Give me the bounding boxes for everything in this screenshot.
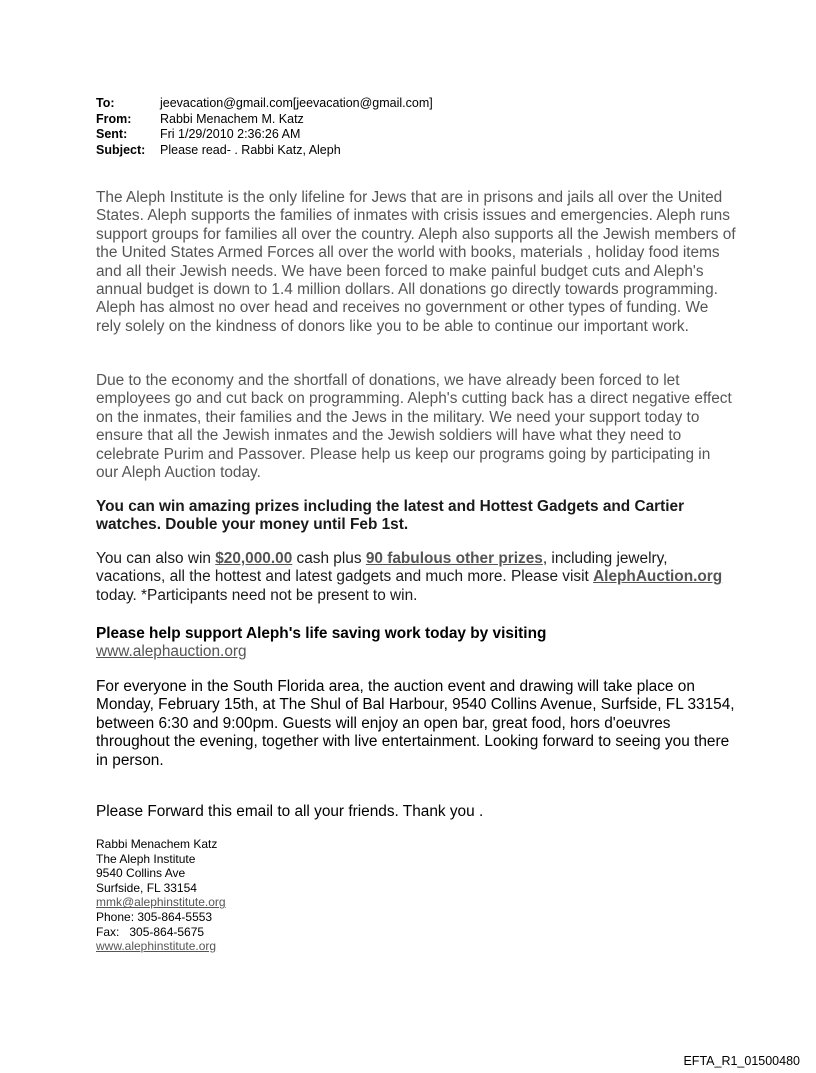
body-paragraph-1: The Aleph Institute is the only lifeline for Jews that are in prisons and jails all over the United States. Aleph supports the families of inmates with crisis issues and emergencies. Aleph runs support groups for families all over the country. Aleph also supports all the Jewish members of the United States Armed Forces all over the world with books, materials , holiday food items and all their Jewish needs. We have been forced to make painful budget cuts and Aleph's annual budget is down to 1.4 million dollars. All donations go directly towards programming. Aleph has almost no over head and receives no government or other types of funding. We rely solely on the kindness of donors like you to be able to continue our important work. — [96, 189, 736, 335]
prizes-headline: You can win amazing prizes including the latest and Hottest Gadgets and Cartier watches. Double your money until Feb 1st. — [96, 498, 685, 534]
header-to-row — [96, 96, 433, 112]
signature-fax: Fax: 305-864-5675 — [96, 924, 205, 939]
signature-block — [96, 837, 226, 954]
para4-text-d: today. *Participants need not be present to win. — [96, 586, 418, 604]
signature-phone: Phone: 305-864-5553 — [96, 909, 213, 924]
signature-website-link[interactable]: www.alephinstitute.org — [96, 939, 217, 954]
event-paragraph: For everyone in the South Florida area, the auction event and drawing will take place on Monday, February 15th, at The Shul of Bal Harbour, 9540 Collins Avenue, Surfside, FL 33154, between 6:30 and 9:00pm. Guests will enjoy an open bar, great food, hors d'oeuvres throughout the evening, together with live entertainment. Looking forward to seeing you there in person. — [96, 678, 735, 769]
from-value: Rabbi Menachem M. Katz — [160, 111, 304, 126]
header-from-row — [96, 112, 433, 128]
signature-name: Rabbi Menachem Katz — [96, 837, 218, 851]
signature-email-link[interactable]: mmk@alephinstitute.org — [96, 895, 226, 910]
para4-text-a: You can also win — [96, 550, 216, 567]
other-prizes-link[interactable]: 90 fabulous other prizes — [365, 550, 543, 567]
support-paragraph — [96, 625, 736, 662]
sent-value: Fri 1/29/2010 2:36:26 AM — [160, 127, 301, 141]
signature-org: The Aleph Institute — [96, 851, 196, 866]
to-value: jeevacation@gmail.com[jeevacation@gmail.com] — [160, 96, 433, 110]
para4-text-b: cash plus — [292, 550, 366, 567]
aleph-auction-link[interactable]: AlephAuction.org — [593, 568, 723, 586]
support-headline: Please help support Aleph's life saving work today by visiting — [96, 625, 547, 642]
header-sent-row — [96, 127, 433, 143]
alephauction-url-link[interactable]: www.alephauction.org — [96, 643, 247, 661]
email-header — [96, 96, 433, 158]
document-id: EFTA_R1_01500480 — [683, 1054, 800, 1068]
cash-prize-link[interactable]: $20,000.00 — [215, 550, 293, 567]
body-paragraph-4 — [96, 550, 736, 605]
body-paragraph-2: Due to the economy and the shortfall of donations, we have already been forced to let employees go and cut back on programming. Aleph's cutting back has a direct negative effect on the inmates, their families and the Jews in the military. We need your support today to ensure that all the Jewish inmates and the Jewish soldiers will have what they need to celebrate Purim and Passover. Please help us keep our programs going by participating in our Aleph Auction today. — [96, 372, 732, 482]
sent-label: Sent: — [96, 127, 128, 141]
subject-label: Subject: — [96, 142, 146, 157]
to-label: To: — [96, 96, 115, 110]
signature-city: Surfside, FL 33154 — [96, 880, 197, 895]
from-label: From: — [96, 111, 132, 126]
para4-text-c: , including jewelry, vacations, all the hottest and latest gadgets and much more. Please visit — [96, 550, 668, 586]
header-subject-row — [96, 143, 433, 159]
signature-street: 9540 Collins Ave — [96, 866, 186, 881]
forward-request: Please Forward this email to all your friends. Thank you . — [96, 803, 484, 820]
subject-value: Please read- . Rabbi Katz, Aleph — [160, 142, 341, 157]
